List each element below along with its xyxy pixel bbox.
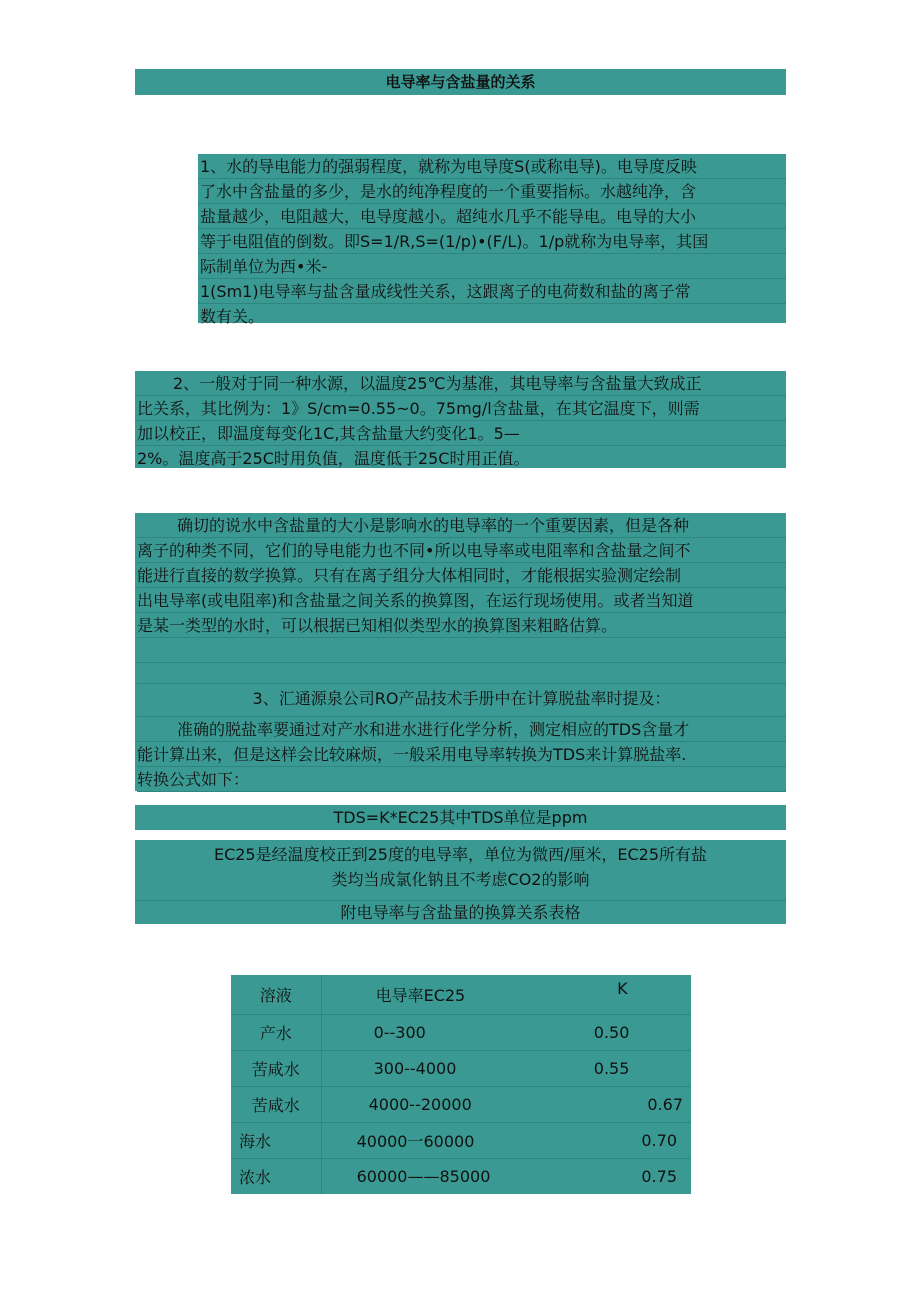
header-cell: K [617,979,628,998]
table-row [231,1123,691,1159]
table-cell: 40000一60000 [321,1123,554,1159]
table-row [231,1051,691,1087]
header-cell: 电导率EC25 [375,986,466,1005]
text-line: 比关系，其比例为：1》S/cm=0.55~0。75mg/l含盐量，在其它温度下，则需 [137,399,700,418]
section-3-paragraph [137,513,786,683]
section-3-paragraph-2 [137,717,786,792]
text-line: 转换公式如下： [137,770,250,789]
table-cell: 海水 [231,1123,321,1159]
text-line: 数有关。 [200,307,265,326]
section-3-heading: 3、汇通源泉公司RO产品技术手册中在计算脱盐率时提及： [137,683,786,717]
header-cell: 溶液 [231,975,321,1015]
text-line: 1、水的导电能力的强弱程度，就称为电导度S(或称电导)。电导度反映 [200,157,697,176]
text-line: EC25是经温度校正到25度的电导率，单位为微西/厘米，EC25所有盐 [213,845,708,864]
table-row [231,1087,691,1123]
section-2-paragraph [135,371,786,468]
table-cell: 300--4000 [321,1051,554,1087]
text-line: 1(Sm1)电导率与盐含量成线性关系，这跟离子的电荷数和盐的离子常 [200,282,691,301]
table-cell: 0--300 [321,1015,554,1051]
section-3-block [135,513,786,791]
table-cell: 0.75 [554,1159,691,1195]
table-cell: 产水 [231,1015,321,1051]
table-cell: 0.67 [554,1087,691,1123]
table-header-row [231,975,691,1015]
text-line: 2、一般对于同一种水源，以温度25℃为基准，其电导率与含盐量大致成正 [173,374,702,393]
text-line: 等于电阻值的倒数。即S=1/R,S=(1/p)•(F/L)。1/p就称为电导率，其国 [200,232,709,251]
text-line: 离子的种类不同，它们的导电能力也不同•所以电导率或电阻率和含盐量之间不 [137,541,691,560]
text-line: 是某一类型的水时，可以根据已知相似类型水的换算图来粗略估算。 [137,616,618,635]
text-line: 盐量越少，电阻越大，电导度越小。超纯水几乎不能导电。电导的大小 [200,207,697,226]
text-line: 准确的脱盐率要通过对产水和进水进行化学分析，测定相应的TDS含量才 [177,720,690,739]
text-line: 2%。温度高于25C时用负值，温度低于25C时用正值。 [137,449,530,468]
table-cell: 60000——85000 [321,1159,554,1195]
table-caption: 附电导率与含盐量的换算关系表格 [135,900,786,925]
table-row [231,1159,691,1195]
formula: TDS=K*EC25其中TDS单位是ppm [135,805,786,830]
table-cell: 0.55 [554,1051,691,1087]
text-line: 类均当成氯化钠且不考虑CO2的影响 [331,870,590,889]
table-row [231,1015,691,1051]
section-1-paragraph [198,154,786,326]
text-line: 能进行直接的数学换算。只有在离子组分大体相同时，才能根据实验测定绘制 [137,566,682,585]
table-cell: 0.70 [554,1123,691,1159]
table-cell: 4000--20000 [321,1087,554,1123]
table-cell: 0.50 [554,1015,691,1051]
text-line: 出电导率(或电阻率)和含盐量之间关系的换算图，在运行现场使用。或者当知道 [137,591,694,610]
text-line: 际制单位为西•米- [200,257,328,276]
page-title: 电导率与含盐量的关系 [135,69,786,95]
conversion-table [231,975,691,1194]
text-line: 确切的说水中含盐量的大小是影响水的电导率的一个重要因素，但是各种 [177,516,690,535]
table-cell: 苦咸水 [231,1087,321,1123]
text-line: 了水中含盐量的多少，是水的纯净程度的一个重要指标。水越纯净，含 [200,182,697,201]
table-cell: 浓水 [231,1159,321,1195]
note-block [135,840,786,924]
text-line: 加以校正，即温度每变化1C,其含盐量大约变化1。5— [137,424,520,443]
table-cell: 苦咸水 [231,1051,321,1087]
text-line: 能计算出来，但是这样会比较麻烦，一般采用电导率转换为TDS来计算脱盐率. [137,745,687,764]
